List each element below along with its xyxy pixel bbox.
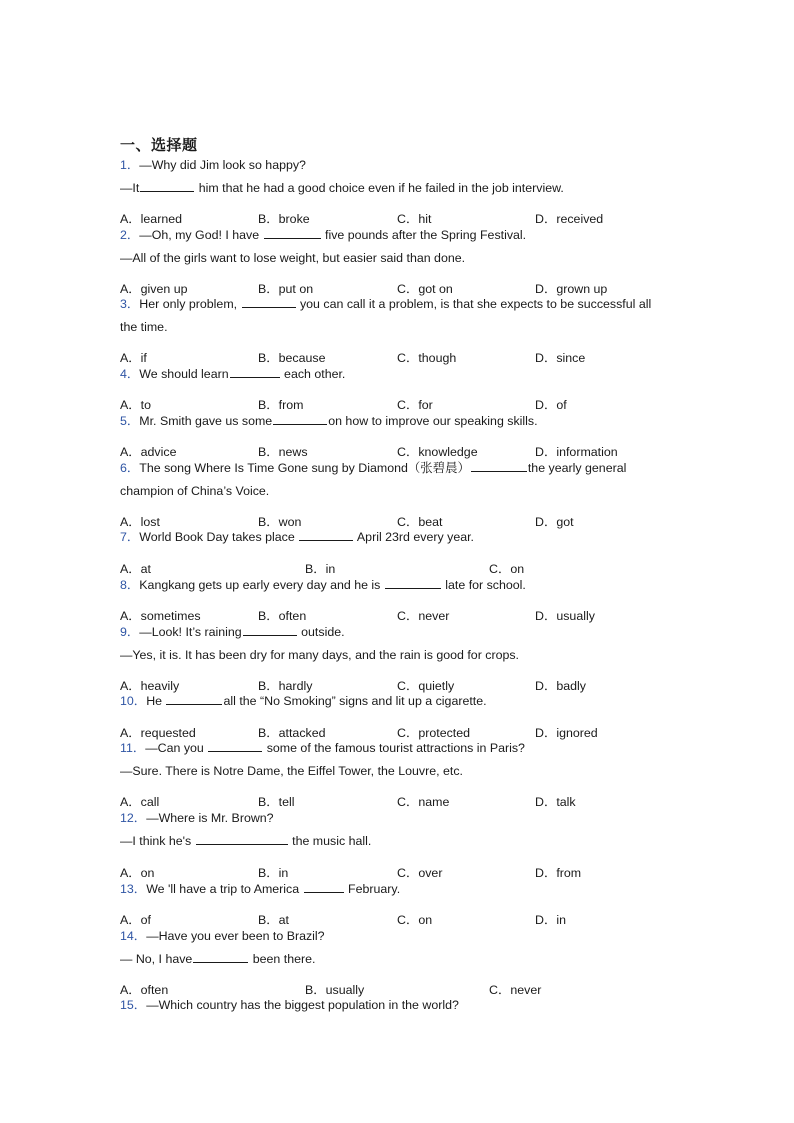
- option-d[interactable]: D．got: [535, 515, 574, 529]
- question-text: We 'll have a trip to America: [146, 882, 303, 896]
- question-number: 2．: [120, 228, 140, 242]
- question-text: Mr. Smith gave us some: [139, 414, 273, 428]
- question-11-line-1: [120, 740, 525, 756]
- question-number: 3．: [120, 297, 140, 311]
- section-title: 一、选择题: [120, 136, 198, 154]
- option-a[interactable]: A．sometimes: [120, 609, 201, 623]
- option-a[interactable]: A．at: [120, 562, 151, 576]
- question-text: —I think he's: [120, 834, 195, 848]
- question-text: February.: [344, 882, 401, 896]
- answer-blank[interactable]: [471, 460, 527, 472]
- question-text: the yearly general: [527, 461, 627, 475]
- question-number: 15．: [120, 998, 147, 1012]
- option-c[interactable]: C．for: [397, 398, 433, 412]
- option-c[interactable]: C．got on: [397, 282, 453, 296]
- question-text: each other.: [280, 367, 346, 381]
- option-d[interactable]: D．from: [535, 866, 582, 880]
- question-3-line-1: [120, 296, 651, 312]
- option-a[interactable]: A．requested: [120, 726, 196, 740]
- question-text: —Yes, it is. It has been dry for many days, and the rain is good for crops.: [120, 648, 519, 662]
- answer-blank[interactable]: [196, 833, 288, 845]
- option-a[interactable]: A．lost: [120, 515, 160, 529]
- answer-blank[interactable]: [299, 529, 353, 541]
- question-9-line-1: [120, 624, 345, 640]
- option-c[interactable]: C．never: [489, 983, 542, 997]
- answer-blank[interactable]: [166, 693, 222, 705]
- question-text: The song Where Is Time Gone sung by Diamond（张碧晨）: [139, 461, 470, 475]
- question-text: outside.: [297, 625, 345, 639]
- option-b[interactable]: B．because: [258, 351, 326, 365]
- question-8-options: [120, 608, 680, 624]
- question-12-line-1: [120, 810, 274, 826]
- option-c[interactable]: C．hit: [397, 212, 432, 226]
- option-b[interactable]: B．from: [258, 398, 304, 412]
- question-text: you can call it a problem, is that she expects to be successful all: [296, 297, 652, 311]
- question-2-options: [120, 281, 680, 297]
- question-13-line-1: [120, 881, 400, 897]
- option-b[interactable]: B．news: [258, 445, 308, 459]
- question-10-line-1: [120, 693, 487, 709]
- question-text: Her only problem,: [139, 297, 241, 311]
- question-number: 4．: [120, 367, 140, 381]
- question-4-options: [120, 397, 680, 413]
- question-6-options: [120, 514, 680, 530]
- question-number: 11．: [120, 741, 146, 755]
- option-a[interactable]: A．to: [120, 398, 151, 412]
- option-b[interactable]: B．at: [258, 913, 289, 927]
- question-number: 12．: [120, 811, 147, 825]
- option-b[interactable]: B．tell: [258, 795, 295, 809]
- question-6-line-2: [120, 483, 269, 499]
- option-d[interactable]: D．of: [535, 398, 567, 412]
- option-c[interactable]: C．quietly: [397, 679, 455, 693]
- question-7-line-1: [120, 529, 474, 545]
- option-a[interactable]: A．learned: [120, 212, 182, 226]
- question-text: —Which country has the biggest population in the world?: [146, 998, 459, 1012]
- question-3-options: [120, 350, 680, 366]
- option-d[interactable]: D．ignored: [535, 726, 598, 740]
- option-c[interactable]: C．over: [397, 866, 443, 880]
- option-c[interactable]: C．never: [397, 609, 450, 623]
- question-text: We should learn: [139, 367, 229, 381]
- question-text: late for school.: [441, 578, 526, 592]
- option-d[interactable]: D．grown up: [535, 282, 608, 296]
- question-number: 6．: [120, 461, 140, 475]
- question-11-line-2: [120, 763, 463, 779]
- answer-blank[interactable]: [193, 951, 248, 963]
- question-4-line-1: [120, 366, 345, 382]
- option-c[interactable]: C．knowledge: [397, 445, 478, 459]
- question-1-line-1: [120, 157, 306, 173]
- question-12-line-2: [120, 833, 371, 849]
- option-c[interactable]: C．name: [397, 795, 450, 809]
- question-number: 9．: [120, 625, 140, 639]
- answer-blank[interactable]: [230, 366, 280, 378]
- question-text: —All of the girls want to lose weight, but easier said than done.: [120, 251, 466, 265]
- option-b[interactable]: B．broke: [258, 212, 310, 226]
- option-a[interactable]: A．if: [120, 351, 147, 365]
- question-15-line-1: [120, 997, 459, 1013]
- question-6-line-1: [120, 460, 626, 476]
- option-a[interactable]: A．advice: [120, 445, 177, 459]
- option-c[interactable]: C．on: [397, 913, 433, 927]
- option-a[interactable]: A．on: [120, 866, 155, 880]
- option-a[interactable]: A．heavily: [120, 679, 180, 693]
- answer-blank[interactable]: [385, 577, 441, 589]
- question-number: 14．: [120, 929, 147, 943]
- option-d[interactable]: D．in: [535, 913, 566, 927]
- question-14-line-2: [120, 951, 315, 967]
- question-number: 5．: [120, 414, 140, 428]
- question-12-options: [120, 865, 680, 881]
- question-13-options: [120, 912, 680, 928]
- question-text: been there.: [249, 952, 316, 966]
- question-text: some of the famous tourist attractions in Paris?: [263, 741, 525, 755]
- question-text: —Where is Mr. Brown?: [146, 811, 274, 825]
- answer-blank[interactable]: [140, 180, 194, 192]
- question-text: World Book Day takes place: [139, 530, 299, 544]
- answer-blank[interactable]: [304, 881, 344, 893]
- question-1-line-2: [120, 180, 564, 196]
- question-text: five pounds after the Spring Festival.: [321, 228, 527, 242]
- option-c[interactable]: C．protected: [397, 726, 471, 740]
- option-b[interactable]: B．hardly: [258, 679, 313, 693]
- question-text: He: [146, 694, 166, 708]
- question-text: —Sure. There is Notre Dame, the Eiffel Tower, the Louvre, etc.: [120, 764, 463, 778]
- question-text: the time.: [120, 320, 168, 334]
- option-b[interactable]: B．put on: [258, 282, 314, 296]
- question-text: —Oh, my God! I have: [139, 228, 263, 242]
- option-d[interactable]: D．information: [535, 445, 618, 459]
- question-2-line-1: [120, 227, 526, 243]
- question-3-line-2: [120, 319, 168, 335]
- question-7-options: [120, 561, 680, 577]
- question-text: —It: [120, 181, 140, 195]
- option-b[interactable]: B．usually: [305, 983, 365, 997]
- answer-blank[interactable]: [243, 624, 297, 636]
- question-number: 10．: [120, 694, 147, 708]
- option-b[interactable]: B．won: [258, 515, 302, 529]
- question-14-options: [120, 982, 680, 998]
- option-d[interactable]: D．badly: [535, 679, 586, 693]
- option-b[interactable]: B．in: [305, 562, 336, 576]
- option-a[interactable]: A．often: [120, 983, 169, 997]
- question-5-line-1: [120, 413, 538, 429]
- option-d[interactable]: D．usually: [535, 609, 595, 623]
- question-text: April 23rd every year.: [354, 530, 474, 544]
- question-2-line-2: [120, 250, 465, 266]
- option-d[interactable]: D．talk: [535, 795, 576, 809]
- answer-blank[interactable]: [264, 227, 321, 239]
- answer-blank[interactable]: [273, 413, 327, 425]
- option-b[interactable]: B．attacked: [258, 726, 326, 740]
- question-8-line-1: [120, 577, 526, 593]
- question-text: on how to improve our speaking skills.: [328, 414, 538, 428]
- option-d[interactable]: D．received: [535, 212, 604, 226]
- question-text: —Have you ever been to Brazil?: [146, 929, 325, 943]
- question-text: him that he had a good choice even if he failed in the job interview.: [195, 181, 564, 195]
- question-text: — No, I have: [120, 952, 193, 966]
- option-c[interactable]: C．beat: [397, 515, 443, 529]
- question-text: —Can you: [145, 741, 208, 755]
- option-a[interactable]: A．of: [120, 913, 151, 927]
- answer-blank[interactable]: [208, 740, 262, 752]
- question-1-options: [120, 211, 680, 227]
- question-5-options: [120, 444, 680, 460]
- question-9-options: [120, 678, 680, 694]
- question-number: 13．: [120, 882, 147, 896]
- question-number: 8．: [120, 578, 140, 592]
- question-text: the music hall.: [288, 834, 372, 848]
- option-b[interactable]: B．in: [258, 866, 289, 880]
- answer-blank[interactable]: [242, 296, 296, 308]
- question-10-options: [120, 725, 680, 741]
- question-text: all the “No Smoking” signs and lit up a cigarette.: [223, 694, 487, 708]
- question-text: Kangkang gets up early every day and he is: [139, 578, 384, 592]
- option-a[interactable]: A．call: [120, 795, 160, 809]
- option-b[interactable]: B．often: [258, 609, 307, 623]
- question-14-line-1: [120, 928, 325, 944]
- question-11-options: [120, 794, 680, 810]
- option-a[interactable]: A．given up: [120, 282, 188, 296]
- question-text: —Why did Jim look so happy?: [139, 158, 306, 172]
- option-c[interactable]: C．though: [397, 351, 457, 365]
- question-text: —Look! It’s raining: [139, 625, 242, 639]
- option-d[interactable]: D．since: [535, 351, 586, 365]
- question-number: 1．: [120, 158, 140, 172]
- question-9-line-2: [120, 647, 519, 663]
- question-text: champion of China’s Voice.: [120, 484, 270, 498]
- question-number: 7．: [120, 530, 140, 544]
- option-c[interactable]: C．on: [489, 562, 525, 576]
